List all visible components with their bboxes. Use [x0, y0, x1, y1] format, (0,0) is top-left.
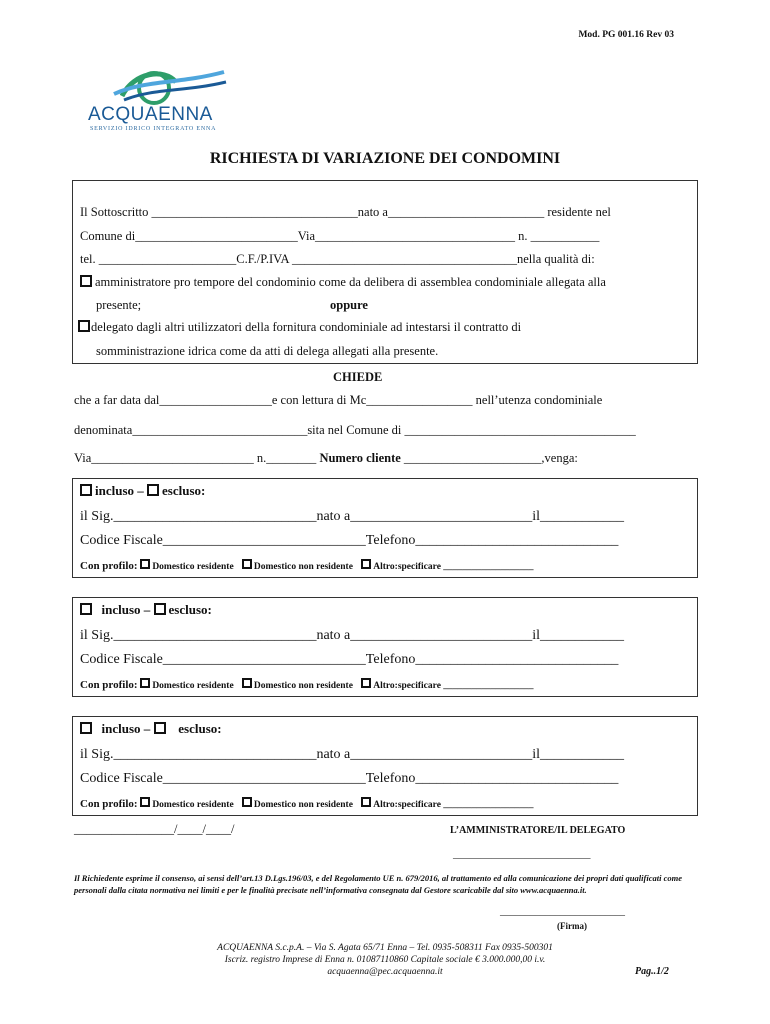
privacy-consent-text: Il Richiedente esprime il consenso, ai sensi dell’art.13 D.Lgs.196/03, e del Regolamento UE n. 679/2016, al trattamento ed alla comunicazione dei propri dati qualificati come personali dalla citata normativa nei limiti e per le finalità precisate nell’informativa consegnata dal Gestore scaricabile dal sito www.acquaenna.it.: [74, 873, 682, 895]
include-exclude-1: [80, 483, 205, 499]
oppure-label: oppure: [330, 298, 368, 312]
profile-resident-label: Domestico residente: [152, 681, 234, 691]
page-title: RICHIESTA DI VARIAZIONE DEI CONDOMINI: [209, 150, 561, 167]
profile-other-spec[interactable]: specificare ___________________: [397, 800, 534, 810]
form-code: Mod. PG 001.16 Rev 03: [578, 30, 674, 40]
profile-nonresident-label: Domestico non residente: [253, 562, 353, 572]
profile-resident-checkbox-3[interactable]: [140, 797, 150, 807]
footer-address: ACQUAENNA S.c.p.A. – Via S. Agata 65/71 Enna – Tel. 0935-508311 Fax 0935-500301: [217, 943, 553, 953]
profile-row-2: Con profilo: Domestico residente Domestico non residente Altro:specificare ___________________: [80, 679, 534, 691]
profile-other-label: Altro:: [373, 562, 398, 572]
numero-cliente-label: Numero cliente: [319, 451, 401, 465]
profile-resident-label: Domestico residente: [152, 800, 234, 810]
profile-other-checkbox-1[interactable]: [361, 559, 371, 569]
chiede-heading: CHIEDE: [333, 370, 383, 384]
include-checkbox-3[interactable]: [80, 722, 92, 734]
profile-resident-label: Domestico residente: [152, 562, 234, 572]
request-line-1[interactable]: che a far data dal__________________e con lettura di Mc_________________ nell’utenza condominiale: [74, 393, 603, 407]
cf-line-1[interactable]: Codice Fiscale_____________________________Telefono_____________________________: [80, 533, 619, 548]
footer-pec-email[interactable]: acquaenna@pec.acquaenna.it: [327, 967, 443, 977]
request-line-3-end: ______________________,venga:: [400, 451, 578, 465]
sig-line-3[interactable]: il Sig._____________________________nato a__________________________il____________: [80, 747, 625, 762]
profile-nonresident-checkbox-3[interactable]: [242, 797, 252, 807]
dash: –: [143, 602, 151, 617]
applicant-line-2[interactable]: Comune di__________________________Via________________________________ n. ___________: [80, 229, 600, 243]
profile-label: Con profilo: [80, 679, 134, 691]
include-label: incluso: [101, 602, 141, 617]
profile-row-3: Con profilo: Domestico residente Domestico non residente Altro:specificare ___________________: [80, 798, 534, 810]
include-checkbox-1[interactable]: [80, 484, 92, 496]
request-line-2[interactable]: denominata____________________________sita nel Comune di _____________________________________: [74, 423, 636, 437]
exclude-checkbox-2[interactable]: [154, 603, 166, 615]
profile-other-checkbox-3[interactable]: [361, 797, 371, 807]
option-administrator-label: amministratore pro tempore del condominio come da delibera di assemblea condominiale allegata alla: [95, 275, 606, 289]
include-label: incluso: [101, 721, 141, 736]
exclude-label: escluso:: [178, 721, 222, 736]
include-exclude-3: [80, 721, 222, 737]
applicant-line-1[interactable]: Il Sottoscritto _________________________________nato a_________________________ residente nel: [80, 205, 611, 219]
profile-nonresident-checkbox-2[interactable]: [242, 678, 252, 688]
dash: –: [143, 721, 151, 736]
sig-line-1[interactable]: il Sig._____________________________nato a__________________________il____________: [80, 509, 625, 524]
profile-nonresident-checkbox-1[interactable]: [242, 559, 252, 569]
profile-nonresident-label: Domestico non residente: [253, 800, 353, 810]
administrator-label: L’AMMINISTRATORE/IL DELEGATO: [450, 825, 626, 836]
cf-line-3[interactable]: Codice Fiscale_____________________________Telefono_____________________________: [80, 771, 619, 786]
dash: –: [137, 483, 144, 498]
profile-other-label: Altro:: [373, 800, 398, 810]
option-administrator[interactable]: [80, 275, 606, 290]
applicant-line-3[interactable]: tel. ______________________C.F./P.IVA ____________________________________nella qualità di:: [80, 252, 595, 266]
page-number: Pag..1/2: [635, 966, 669, 977]
request-line-3[interactable]: [74, 451, 578, 466]
include-exclude-2: [80, 602, 212, 618]
profile-other-checkbox-2[interactable]: [361, 678, 371, 688]
request-line-3-via: Via__________________________ n.________: [74, 451, 320, 465]
footer-registry: Iscriz. registro Imprese di Enna n. 01087110860 Capitale sociale € 3.000.000,00 i.v.: [224, 955, 546, 965]
profile-resident-checkbox-2[interactable]: [140, 678, 150, 688]
cf-line-2[interactable]: Codice Fiscale_____________________________Telefono_____________________________: [80, 652, 619, 667]
profile-label: Con profilo: [80, 560, 134, 572]
option-administrator-cont: presente;: [96, 298, 142, 312]
option-delegate[interactable]: [78, 320, 521, 335]
profile-other-spec[interactable]: specificare ___________________: [397, 562, 534, 572]
delegate-checkbox[interactable]: [78, 320, 90, 332]
option-delegate-cont: somministrazione idrica come da atti di delega allegati alla presente.: [96, 344, 439, 358]
profile-nonresident-label: Domestico non residente: [253, 681, 353, 691]
profile-resident-checkbox-1[interactable]: [140, 559, 150, 569]
logo-tagline: SERVIZIO IDRICO INTEGRATO ENNA: [90, 126, 217, 132]
administrator-signature-line[interactable]: _________________________: [453, 848, 591, 860]
exclude-checkbox-3[interactable]: [154, 722, 166, 734]
profile-other-spec[interactable]: specificare ___________________: [397, 681, 534, 691]
sig-line-2[interactable]: il Sig._____________________________nato a__________________________il____________: [80, 628, 625, 643]
profile-label: Con profilo: [80, 798, 134, 810]
option-delegate-label: delegato dagli altri utilizzatori della fornitura condominiale ad intestarsi il contratto di: [91, 320, 522, 334]
profile-other-label: Altro:: [373, 681, 398, 691]
profile-row-1: Con profilo: Domestico residente Domestico non residente Altro:specificare ___________________: [80, 560, 534, 572]
logo-wordmark: ACQUAENNA: [88, 104, 213, 125]
date-field[interactable]: ________________/____/____/: [74, 822, 235, 836]
exclude-label: escluso:: [162, 483, 206, 498]
administrator-checkbox[interactable]: [80, 275, 92, 287]
include-checkbox-2[interactable]: [80, 603, 92, 615]
exclude-checkbox-1[interactable]: [147, 484, 159, 496]
firma-label: (Firma): [557, 921, 587, 931]
exclude-label: escluso:: [168, 602, 212, 617]
firma-signature-line[interactable]: _________________________: [500, 906, 625, 917]
include-label: incluso: [95, 483, 135, 498]
